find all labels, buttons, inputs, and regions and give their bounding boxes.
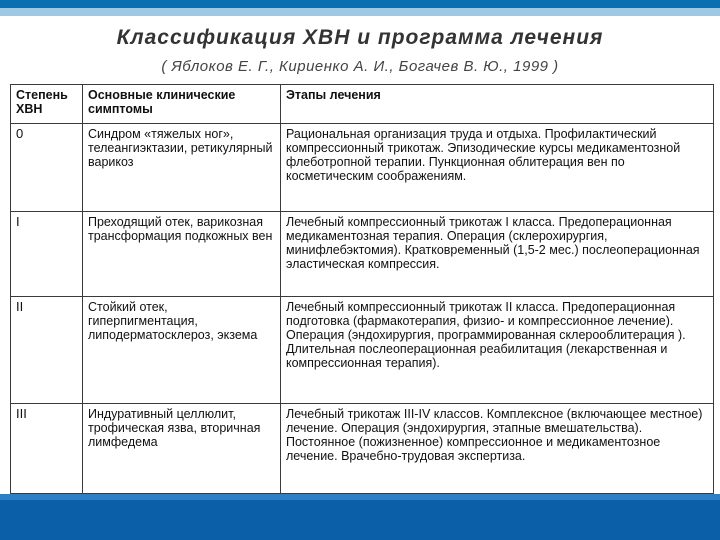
- symptoms-cell: Синдром «тяжелых ног», телеангиэктазии, ретикулярный варикоз: [83, 124, 281, 212]
- grade-cell: 0: [11, 124, 83, 212]
- symptoms-cell: Индуративный целлюлит, трофическая язва, вторичная лимфедема: [83, 403, 281, 494]
- classification-table: [10, 84, 714, 494]
- treatment-cell: Рациональная организация труда и отдыха. Профилактический компрессионный трикотаж. Эпизодические курсы медикаментозной флеботропной терапии. Пункционная облитерация вен по косметическим соображениям.: [281, 124, 714, 212]
- table-row: [11, 212, 714, 296]
- header-grade: Степень ХВН: [11, 85, 83, 124]
- treatment-cell: Лечебный компрессионный трикотаж I класса. Предоперационная медикаментозная терапия. Операция (склерохирургия, минифлебэктомия). Кратковременный (1,5-2 мес.) послеоперационная эластическая компрессия.: [281, 212, 714, 296]
- slide-title: Классификация ХВН и программа лечения: [116, 26, 604, 49]
- symptoms-cell: Преходящий отек, варикозная трансформация подкожных вен: [83, 212, 281, 296]
- treatment-cell: Лечебный трикотаж III-IV классов. Комплексное (включающее местное) лечение. Операция (эндохирургия, этапные вмешательства). Постоянное (пожизненное) компрессионное и медикаментозное лечение. Врачебно-трудовая экспертиза.: [281, 403, 714, 494]
- bottom-accent-bar: [0, 494, 720, 540]
- symptoms-cell: Стойкий отек, гиперпигментация, липодерматосклероз, экзема: [83, 296, 281, 403]
- bottom-bar-highlight: [0, 494, 720, 500]
- grade-cell: I: [11, 212, 83, 296]
- treatment-cell: Лечебный компрессионный трикотаж II класса. Предоперационная подготовка (фармакотерапия, физио- и компрессионное лечение). Операция (эндохирургия, программированная склерооблитерация ). Длительная послеоперационная реабилитация (лекарственная и компрессионная терапия).: [281, 296, 714, 403]
- table-row: [11, 296, 714, 403]
- table-row: [11, 403, 714, 494]
- table-header-row: [11, 85, 714, 124]
- top-accent-stripe: [0, 8, 720, 16]
- header-treatment: Этапы лечения: [281, 85, 714, 124]
- grade-cell: III: [11, 403, 83, 494]
- slide-subtitle: ( Яблоков Е. Г., Кириенко А. И., Богачев В. Ю., 1999 ): [161, 58, 559, 75]
- header-symptoms: Основные клинические симптомы: [83, 85, 281, 124]
- grade-cell: II: [11, 296, 83, 403]
- top-accent-bar: [0, 0, 720, 8]
- table-row: [11, 124, 714, 212]
